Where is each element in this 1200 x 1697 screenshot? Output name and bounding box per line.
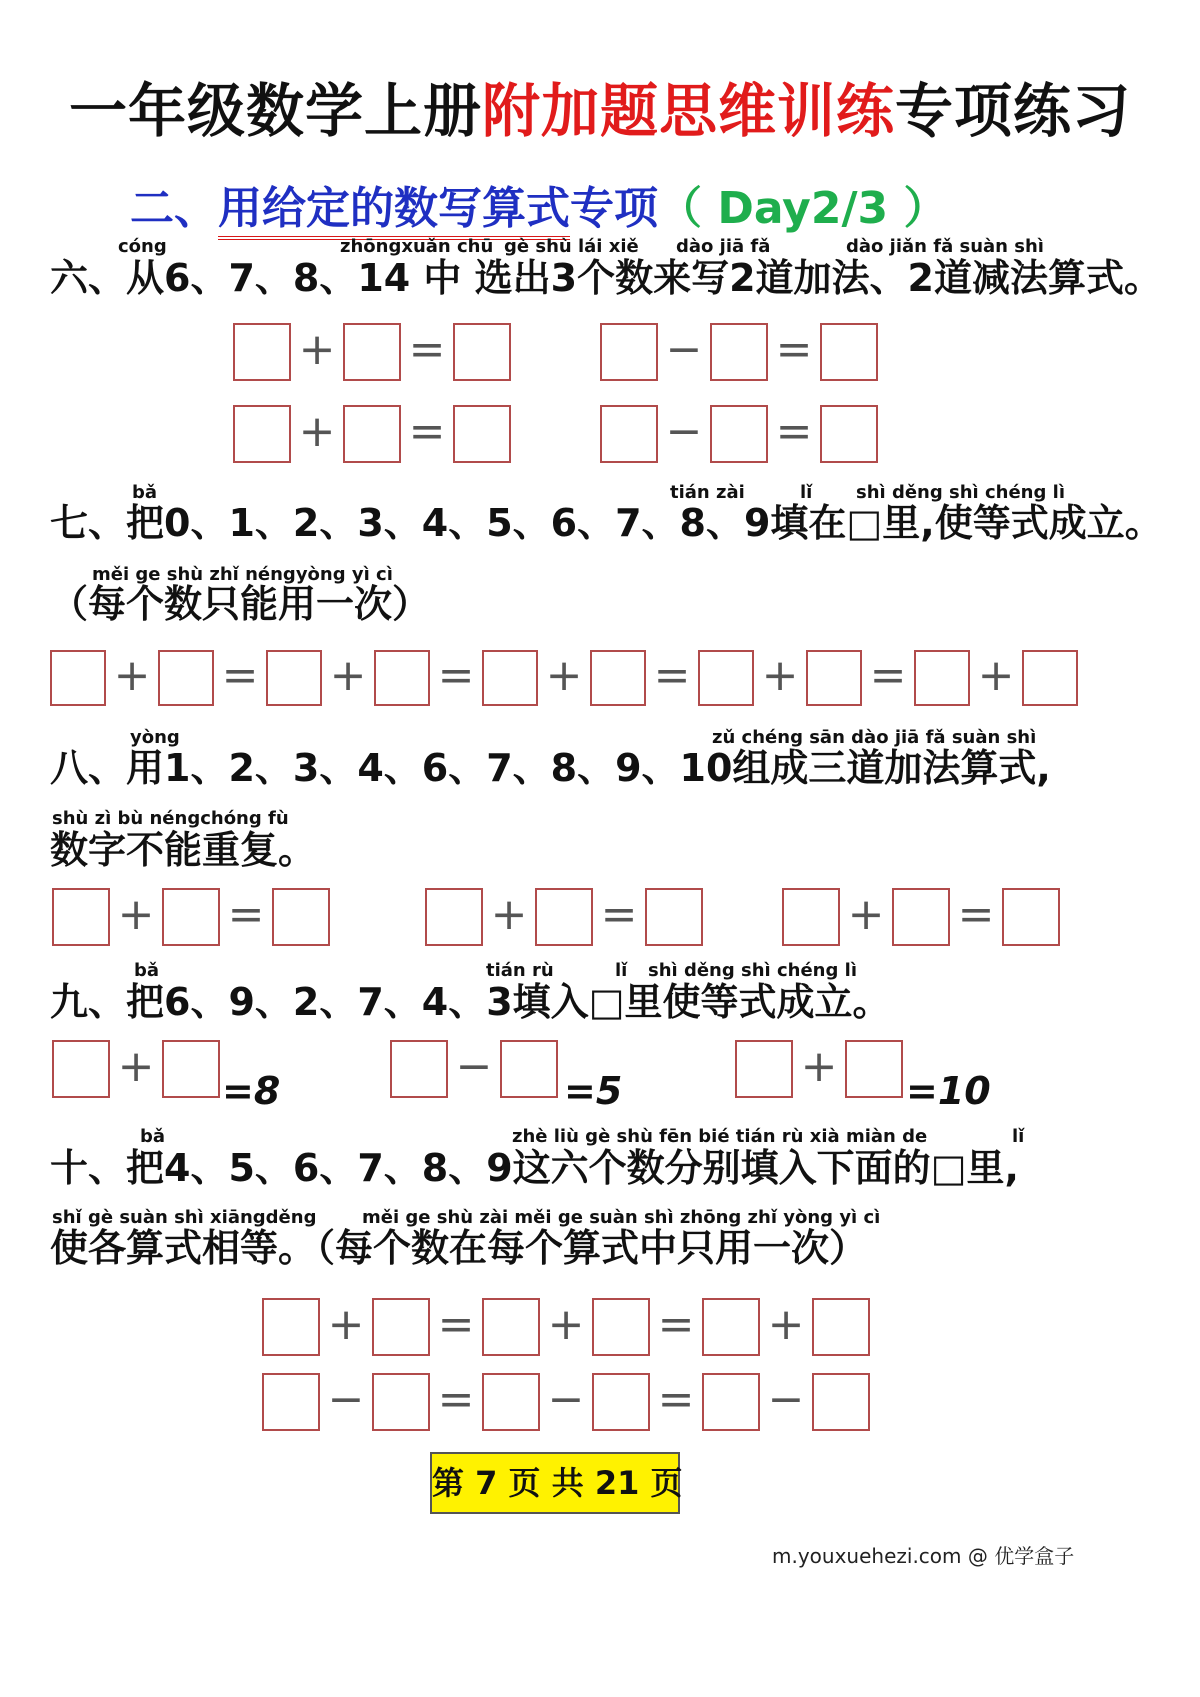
equation-result: =8 bbox=[222, 1069, 281, 1113]
equals-sign: = bbox=[869, 650, 907, 701]
minus-sign: − bbox=[547, 1374, 585, 1425]
equation-result: =10 bbox=[906, 1069, 991, 1113]
answer-box[interactable] bbox=[645, 888, 703, 946]
equals-sign: = bbox=[408, 406, 446, 457]
equals-sign: = bbox=[600, 889, 638, 940]
question-6-text: 六、从6、7、8、14 中 选出3个数来写2道加法、2道减法算式。 bbox=[50, 256, 1162, 300]
answer-box[interactable] bbox=[343, 323, 401, 381]
answer-box[interactable] bbox=[390, 1040, 448, 1098]
answer-box[interactable] bbox=[482, 650, 538, 706]
answer-box[interactable] bbox=[500, 1040, 558, 1098]
answer-box[interactable] bbox=[1022, 650, 1078, 706]
equals-sign: = bbox=[437, 650, 475, 701]
answer-box[interactable] bbox=[52, 1040, 110, 1098]
plus-sign: + bbox=[547, 1299, 585, 1350]
plus-sign: + bbox=[298, 324, 336, 375]
pinyin-annotation: lǐ bbox=[800, 482, 813, 503]
answer-box[interactable] bbox=[845, 1040, 903, 1098]
plus-sign: + bbox=[847, 889, 885, 940]
pinyin-annotation: shì děng shì chéng lì bbox=[856, 482, 1065, 503]
minus-sign: − bbox=[327, 1374, 365, 1425]
pinyin-annotation: shì děng shì chéng lì bbox=[648, 960, 857, 981]
pinyin-annotation: zhōngxuǎn chū bbox=[340, 236, 494, 257]
equals-sign: = bbox=[437, 1374, 475, 1425]
answer-box[interactable] bbox=[782, 888, 840, 946]
minus-sign: − bbox=[767, 1374, 805, 1425]
answer-box[interactable] bbox=[233, 323, 291, 381]
answer-box[interactable] bbox=[158, 650, 214, 706]
pinyin-annotation: bǎ bbox=[140, 1126, 166, 1147]
answer-box[interactable] bbox=[590, 650, 646, 706]
answer-box[interactable] bbox=[892, 888, 950, 946]
equals-sign: = bbox=[657, 1374, 695, 1425]
answer-box[interactable] bbox=[1002, 888, 1060, 946]
answer-box[interactable] bbox=[592, 1373, 650, 1431]
plus-sign: + bbox=[490, 889, 528, 940]
answer-box[interactable] bbox=[812, 1373, 870, 1431]
equals-sign: = bbox=[221, 650, 259, 701]
answer-box[interactable] bbox=[600, 405, 658, 463]
answer-box[interactable] bbox=[735, 1040, 793, 1098]
answer-box[interactable] bbox=[453, 405, 511, 463]
minus-sign: − bbox=[665, 406, 703, 457]
answer-box[interactable] bbox=[482, 1373, 540, 1431]
pinyin-annotation: yòng bbox=[130, 727, 180, 748]
answer-box[interactable] bbox=[806, 650, 862, 706]
pinyin-annotation: měi ge shù zhǐ néngyòng yì cì bbox=[92, 564, 393, 585]
answer-box[interactable] bbox=[374, 650, 430, 706]
pinyin-annotation: bǎ bbox=[132, 482, 158, 503]
answer-box[interactable] bbox=[343, 405, 401, 463]
answer-box[interactable] bbox=[914, 650, 970, 706]
answer-box[interactable] bbox=[262, 1298, 320, 1356]
section-subtitle: 二、用给定的数写算式专项（ Day2/3 ） bbox=[130, 172, 947, 236]
plus-sign: + bbox=[800, 1041, 838, 1092]
answer-box[interactable] bbox=[372, 1373, 430, 1431]
minus-sign: − bbox=[455, 1041, 493, 1092]
plus-sign: + bbox=[767, 1299, 805, 1350]
answer-box[interactable] bbox=[52, 888, 110, 946]
answer-box[interactable] bbox=[482, 1298, 540, 1356]
pinyin-annotation: lǐ bbox=[1012, 1126, 1025, 1147]
equals-sign: = bbox=[227, 889, 265, 940]
pinyin-annotation: tián zài bbox=[670, 482, 745, 503]
pinyin-annotation: dào jiā fǎ bbox=[676, 236, 771, 257]
question-8-note: 数字不能重复。 bbox=[50, 828, 317, 872]
question-10-note: 使各算式相等。（每个数在每个算式中只用一次） bbox=[50, 1226, 868, 1270]
answer-box[interactable] bbox=[820, 405, 878, 463]
footer-watermark: m.youxuehezi.com @ 优学盒子 bbox=[772, 1544, 1075, 1568]
question-7-note: （每个数只能用一次） bbox=[50, 582, 431, 626]
equals-sign: = bbox=[408, 324, 446, 375]
answer-box[interactable] bbox=[372, 1298, 430, 1356]
question-7-text: 七、把0、1、2、3、4、5、6、7、8、9填在□里,使等式成立。 bbox=[50, 501, 1163, 545]
plus-sign: + bbox=[117, 1041, 155, 1092]
equals-sign: = bbox=[957, 889, 995, 940]
pinyin-annotation: zǔ chéng sān dào jiā fǎ suàn shì bbox=[712, 727, 1037, 748]
plus-sign: + bbox=[329, 650, 367, 701]
plus-sign: + bbox=[298, 406, 336, 457]
answer-box[interactable] bbox=[812, 1298, 870, 1356]
equals-sign: = bbox=[775, 324, 813, 375]
answer-box[interactable] bbox=[698, 650, 754, 706]
answer-box[interactable] bbox=[272, 888, 330, 946]
pinyin-annotation: zhè liù gè shù fēn bié tián rù xià miàn de bbox=[512, 1126, 928, 1147]
equals-sign: = bbox=[653, 650, 691, 701]
answer-box[interactable] bbox=[702, 1298, 760, 1356]
question-9-text: 九、把6、9、2、7、4、3填入□里使等式成立。 bbox=[50, 980, 891, 1024]
answer-box[interactable] bbox=[162, 888, 220, 946]
plus-sign: + bbox=[327, 1299, 365, 1350]
pinyin-annotation: shǐ gè suàn shì xiāngděng bbox=[52, 1207, 317, 1228]
plus-sign: + bbox=[117, 889, 155, 940]
pinyin-annotation: shù zì bù néngchóng fù bbox=[52, 808, 289, 829]
question-8-text: 八、用1、2、3、4、6、7、8、9、10组成三道加法算式, bbox=[50, 746, 1051, 790]
plus-sign: + bbox=[545, 650, 583, 701]
answer-box[interactable] bbox=[820, 323, 878, 381]
answer-box[interactable] bbox=[262, 1373, 320, 1431]
answer-box[interactable] bbox=[710, 405, 768, 463]
answer-box[interactable] bbox=[162, 1040, 220, 1098]
plus-sign: + bbox=[113, 650, 151, 701]
plus-sign: + bbox=[977, 650, 1015, 701]
plus-sign: + bbox=[761, 650, 799, 701]
answer-box[interactable] bbox=[233, 405, 291, 463]
equals-sign: = bbox=[437, 1299, 475, 1350]
answer-box[interactable] bbox=[425, 888, 483, 946]
answer-box[interactable] bbox=[702, 1373, 760, 1431]
minus-sign: − bbox=[665, 324, 703, 375]
answer-box[interactable] bbox=[50, 650, 106, 706]
pinyin-annotation: tián rù bbox=[486, 960, 554, 981]
pinyin-annotation: lǐ bbox=[615, 960, 628, 981]
pinyin-annotation: gè shù lái xiě bbox=[504, 236, 639, 257]
answer-box[interactable] bbox=[710, 323, 768, 381]
equals-sign: = bbox=[657, 1299, 695, 1350]
page-number-badge: 第 7 页 共 21 页 bbox=[430, 1452, 680, 1514]
answer-box[interactable] bbox=[600, 323, 658, 381]
equation-result: =5 bbox=[564, 1069, 623, 1113]
answer-box[interactable] bbox=[535, 888, 593, 946]
equals-sign: = bbox=[775, 406, 813, 457]
pinyin-annotation: měi ge shù zài měi ge suàn shì zhōng zhǐ yòng yì cì bbox=[362, 1207, 881, 1228]
pinyin-annotation: cóng bbox=[118, 236, 167, 257]
question-10-text: 十、把4、5、6、7、8、9这六个数分别填入下面的□里, bbox=[50, 1146, 1019, 1190]
pinyin-annotation: bǎ bbox=[134, 960, 160, 981]
page-title: 一年级数学上册附加题思维训练专项练习 bbox=[68, 77, 1132, 145]
pinyin-annotation: dào jiǎn fǎ suàn shì bbox=[846, 236, 1044, 257]
answer-box[interactable] bbox=[592, 1298, 650, 1356]
answer-box[interactable] bbox=[453, 323, 511, 381]
answer-box[interactable] bbox=[266, 650, 322, 706]
